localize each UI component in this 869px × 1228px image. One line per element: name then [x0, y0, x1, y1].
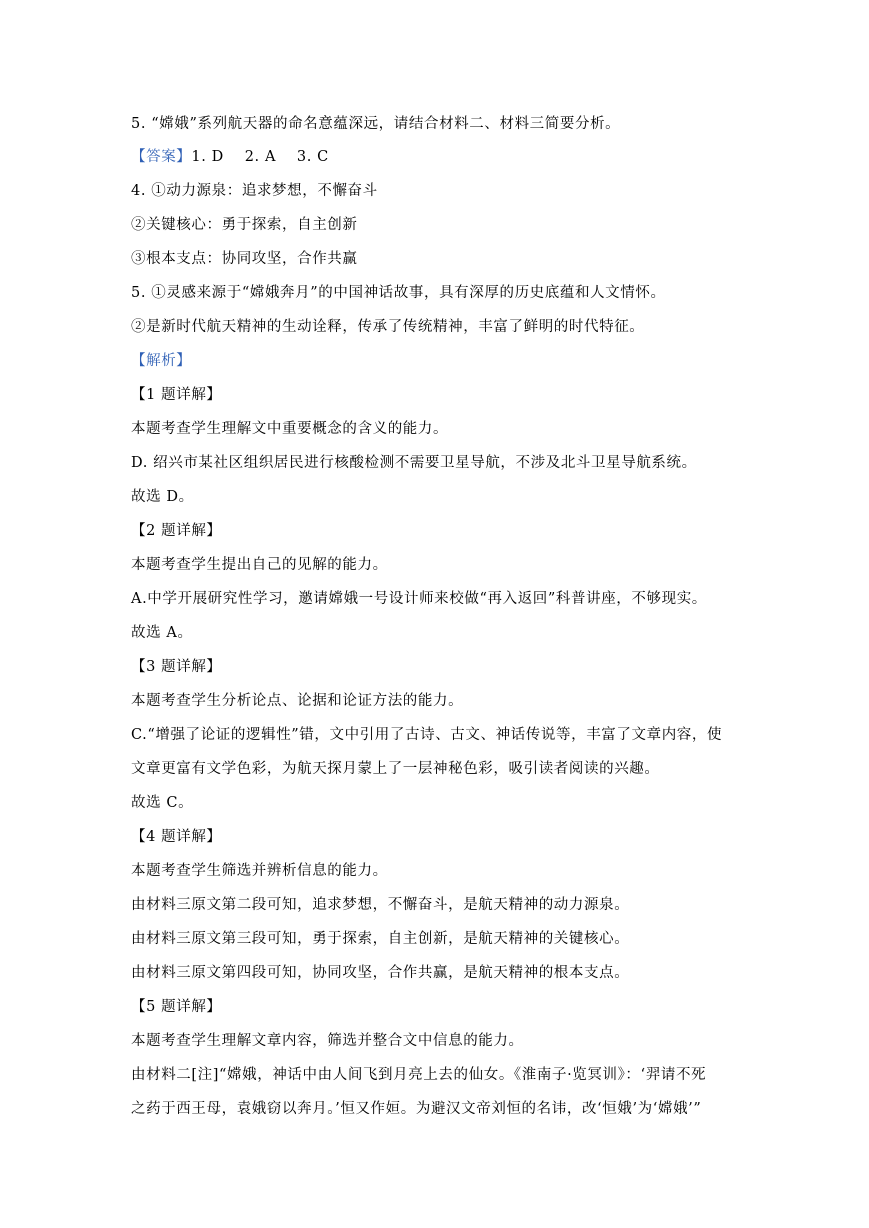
line-text: 【3 题详解】 [131, 659, 222, 675]
line-text: ②是新时代航天精神的生动诠释，传承了传统精神，丰富了鲜明的时代特征。 [131, 319, 645, 335]
line-text: 【2 题详解】 [131, 523, 222, 539]
line-text: 由材料三原文第三段可知，勇于探索，自主创新，是航天精神的关键核心。 [131, 931, 630, 947]
section-4-line [131, 895, 751, 915]
answer-choices: 1. D 2. A 3. C [191, 149, 329, 165]
line-text: 之药于西王母，袁娥窃以奔月。’恒又作姮。为避汉文帝刘恒的名讳，改‘恒娥’为‘嫦娥’” [131, 1101, 702, 1117]
answer-5-line [131, 283, 751, 303]
answer-4-line [131, 181, 751, 201]
line-text: 故选 A。 [131, 625, 193, 641]
line-text: 故选 C。 [131, 795, 194, 811]
line-text: 【5 题详解】 [131, 999, 222, 1015]
section-3-line [131, 691, 751, 711]
answer-line [131, 147, 751, 167]
line-text: ②关键核心：勇于探索，自主创新 [131, 217, 358, 233]
section-2-line [131, 623, 751, 643]
line-text: 由材料三原文第二段可知，追求梦想，不懈奋斗，是航天精神的动力源泉。 [131, 897, 630, 913]
section-4-heading [131, 827, 751, 847]
answer-5-item-2 [131, 317, 751, 337]
line-text: 本题考查学生理解文章内容，筛选并整合文中信息的能力。 [131, 1033, 524, 1049]
line-text: 文章更富有文学色彩，为航天探月蒙上了一层神秘色彩，吸引读者阅读的兴趣。 [131, 761, 660, 777]
section-5-line [131, 1099, 751, 1119]
line-text: 【1 题详解】 [131, 387, 222, 403]
line-text: 4. ①动力源泉：追求梦想，不懈奋斗 [131, 183, 378, 199]
analysis-label: 【解析】 [131, 353, 192, 369]
section-3-heading [131, 657, 751, 677]
line-text: 故选 D。 [131, 489, 194, 505]
question-5-prompt [131, 114, 751, 134]
line-text: 本题考查学生筛选并辨析信息的能力。 [131, 863, 388, 879]
line-text: C.“增强了论证的逻辑性”错，文中引用了古诗、古文、神话传说等，丰富了文章内容，使 [131, 727, 723, 743]
section-2-heading [131, 521, 751, 541]
section-3-line [131, 759, 751, 779]
section-4-line [131, 929, 751, 949]
line-text: 本题考查学生分析论点、论据和论证方法的能力。 [131, 693, 464, 709]
analysis-heading [131, 351, 751, 371]
line-text: 5. ①灵感来源于“嫦娥奔月”的中国神话故事，具有深厚的历史底蕴和人文情怀。 [131, 285, 666, 301]
section-4-line [131, 963, 751, 983]
section-2-line [131, 555, 751, 575]
answer-label: 【答案】 [131, 149, 192, 165]
section-1-heading [131, 385, 751, 405]
line-text: 由材料三原文第四段可知，协同攻坚，合作共赢，是航天精神的根本支点。 [131, 965, 630, 981]
line-text: 本题考查学生理解文中重要概念的含义的能力。 [131, 421, 449, 437]
section-5-line [131, 1065, 751, 1085]
section-1-line [131, 453, 751, 473]
section-1-line [131, 487, 751, 507]
line-text: D. 绍兴市某社区组织居民进行核酸检测不需要卫星导航，不涉及北斗卫星导航系统。 [131, 455, 697, 471]
line-text: ③根本支点：协同攻坚，合作共赢 [131, 251, 358, 267]
line-text: 由材料二[注]“嫦娥，神话中由人间飞到月亮上去的仙女。《淮南子·览冥训》：‘羿请不死 [131, 1067, 707, 1083]
section-3-line [131, 793, 751, 813]
section-3-line [131, 725, 751, 745]
line-text: 本题考查学生提出自己的见解的能力。 [131, 557, 388, 573]
section-5-line [131, 1031, 751, 1051]
line-text: A.中学开展研究性学习，邀请嫦娥一号设计师来校做“再入返回”科普讲座，不够现实。 [131, 591, 707, 607]
section-5-heading [131, 997, 751, 1017]
section-2-line [131, 589, 751, 609]
section-1-line [131, 419, 751, 439]
answer-4-item-3 [131, 249, 751, 269]
answer-4-item-2 [131, 215, 751, 235]
line-text: 【4 题详解】 [131, 829, 222, 845]
section-4-line [131, 861, 751, 881]
line-text: 5. “嫦娥”系列航天器的命名意蕴深远，请结合材料二、材料三简要分析。 [131, 116, 621, 132]
